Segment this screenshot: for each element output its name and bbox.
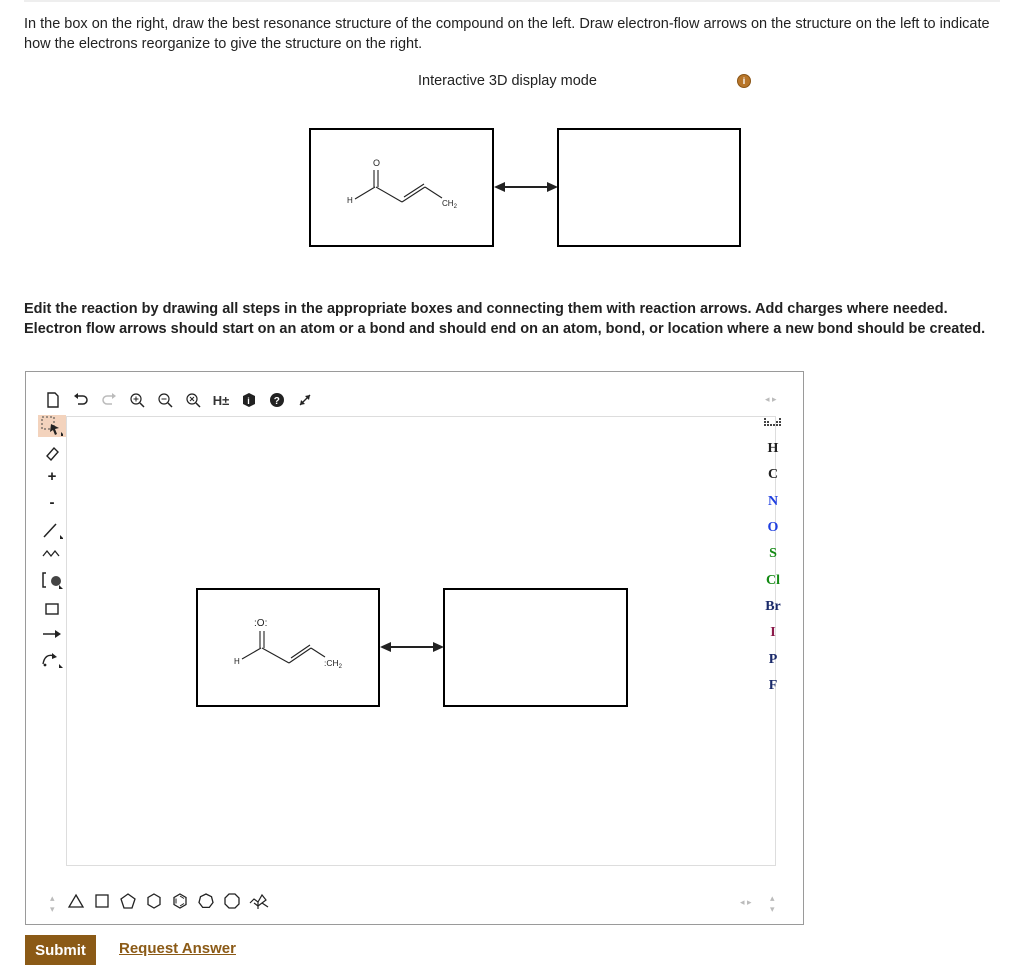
bottom-right-scroll-arrows[interactable]: ▴ ▾ <box>770 893 775 914</box>
bottom-scroll-arrows[interactable]: ◂ ▸ <box>740 897 752 907</box>
rectangle-icon[interactable] <box>38 598 66 620</box>
display-mode-label[interactable]: Interactive 3D display mode <box>418 73 597 89</box>
pentagon-icon[interactable] <box>118 891 138 911</box>
info-icon[interactable]: i <box>737 74 751 88</box>
bond-icon[interactable] <box>38 519 66 541</box>
top-scroll-arrows[interactable]: ◂ ▸ <box>765 394 777 404</box>
element-cl[interactable]: Cl <box>766 573 780 588</box>
info-button[interactable] <box>240 390 258 410</box>
undo-icon[interactable] <box>72 390 90 410</box>
zoom-out-icon[interactable] <box>156 390 174 410</box>
hydrogens-toggle-button[interactable]: H± <box>212 392 230 408</box>
request-answer-link[interactable]: Request Answer <box>119 940 236 957</box>
element-o[interactable]: O <box>767 520 779 535</box>
preview-right-box <box>557 128 741 247</box>
element-h[interactable]: H <box>767 441 779 456</box>
cyclohexane-chair-icon[interactable] <box>248 891 270 911</box>
triangle-icon[interactable] <box>66 891 86 911</box>
preview-oxygen-label: O <box>373 158 381 168</box>
reaction-arrow-icon[interactable] <box>38 623 66 645</box>
reactant-box[interactable] <box>196 588 380 707</box>
help-button[interactable] <box>268 390 286 410</box>
editor-instructions: Edit the reaction by drawing all steps in the appropriate boxes and connecting them with reaction arrows. Add charges where needed. Electron flow arrows should start on an atom or a bond and should end on an atom, bond, or location where a new bond should be created. <box>24 301 986 337</box>
info-button-glyph: i <box>247 396 250 406</box>
zoom-in-icon[interactable] <box>128 390 146 410</box>
editor-resonance-arrow[interactable] <box>380 641 444 653</box>
preview-methylene-label: $CH_2$ <box>442 199 457 210</box>
element-br[interactable]: Br <box>765 599 781 614</box>
preview-left-box <box>309 128 494 247</box>
chain-icon[interactable] <box>38 543 66 565</box>
document-icon[interactable] <box>44 390 62 410</box>
editor-hydrogen-label[interactable]: H <box>234 657 240 666</box>
editor-oxygen-label[interactable]: :O: <box>254 618 268 629</box>
element-i[interactable]: I <box>770 625 776 640</box>
heptagon-icon[interactable] <box>196 891 216 911</box>
preview-molecule <box>311 130 492 245</box>
submit-button[interactable]: Submit <box>25 935 96 965</box>
periodic-table-icon[interactable] <box>758 416 788 433</box>
editor-top-toolbar <box>44 389 314 411</box>
element-s[interactable]: S <box>769 546 777 561</box>
bottom-left-scroll-arrows[interactable]: ▴ ▾ <box>50 893 55 914</box>
reactant-molecule <box>198 590 378 705</box>
element-f[interactable]: F <box>768 678 778 693</box>
negative-charge-tool[interactable]: - <box>49 493 55 511</box>
curved-arrow-icon[interactable] <box>38 648 66 670</box>
element-p[interactable]: P <box>768 652 778 667</box>
bracket-icon[interactable] <box>38 569 66 591</box>
question-prompt: In the box on the right, draw the best resonance structure of the compound on the left. Draw electron-flow arrows on the structure on the left to indicate how the electrons reorganize to give the structure on the right. <box>24 16 990 52</box>
eraser-icon[interactable] <box>38 442 66 464</box>
top-divider <box>24 0 1000 2</box>
square-icon[interactable] <box>92 891 112 911</box>
zoom-reset-icon[interactable] <box>184 390 202 410</box>
preview-resonance-arrow <box>494 181 558 193</box>
product-box[interactable] <box>443 588 628 707</box>
editor-methylene-label[interactable]: $:CH_2$ <box>324 658 342 670</box>
positive-charge-tool[interactable]: + <box>47 467 57 485</box>
benzene-icon[interactable] <box>170 891 190 911</box>
help-button-glyph: ? <box>273 396 280 407</box>
editor-bottom-toolbar <box>66 889 270 913</box>
preview-hydrogen-label: H <box>347 196 353 205</box>
redo-icon[interactable] <box>100 390 118 410</box>
select-icon[interactable] <box>38 415 66 437</box>
element-c[interactable]: C <box>767 467 779 482</box>
hexagon-icon[interactable] <box>144 891 164 911</box>
octagon-icon[interactable] <box>222 891 242 911</box>
element-n[interactable]: N <box>767 494 779 509</box>
expand-icon[interactable] <box>296 390 314 410</box>
